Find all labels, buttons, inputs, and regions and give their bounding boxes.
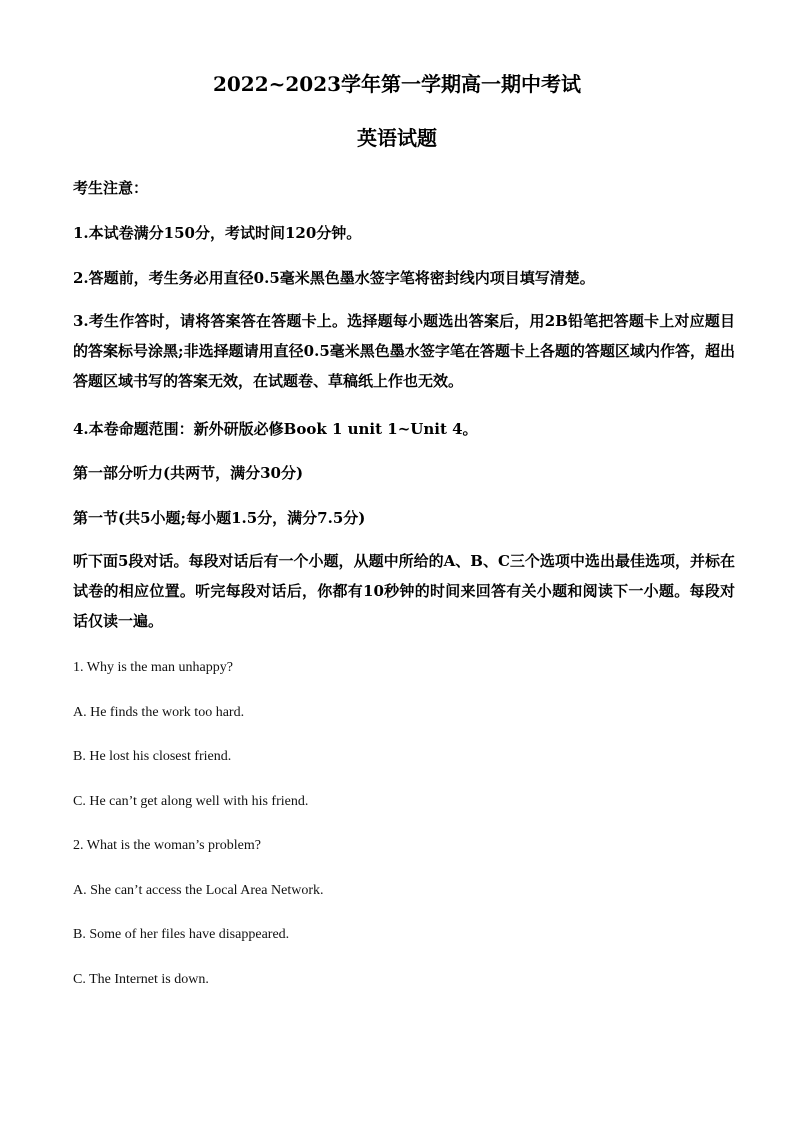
question-1-stem: 1. Why is the man unhappy? bbox=[73, 660, 233, 675]
exam-subject-title: 英语试题 bbox=[357, 126, 437, 150]
question-1-option-c: C. He can’t get along well with his friend. bbox=[73, 794, 309, 809]
part1-heading: 第一部分听力(共两节，满分30分) bbox=[73, 464, 304, 482]
exam-title: 2022~2023学年第一学期高一期中考试 bbox=[212, 72, 582, 96]
notice-item-4: 4.本卷命题范围：新外研版必修Book 1 unit 1~Unit 4。 bbox=[73, 420, 478, 438]
section1-instructions: 听下面5段对话。每段对话后有一个小题，从题中所给的A、B、C三个选项中选出最佳选项，并标在试卷的相应位置。听完每段对话后，你都有10秒钟的时间来回答有关小题和阅读下一小题。每段对话仅读一遍。 bbox=[73, 552, 735, 630]
question-2-stem: 2. What is the woman’s problem? bbox=[73, 838, 261, 853]
section1-heading: 第一节(共5小题;每小题1.5分，满分7.5分) bbox=[73, 509, 366, 527]
question-2-option-c: C. The Internet is down. bbox=[73, 972, 209, 987]
question-1-option-a: A. He finds the work too hard. bbox=[73, 705, 245, 720]
notice-item-1: 1.本试卷满分150分，考试时间120分钟。 bbox=[73, 224, 362, 242]
question-2-option-b: B. Some of her files have disappeared. bbox=[73, 927, 290, 942]
notice-item-3: 3.考生作答时，请将答案答在答题卡上。选择题每小题选出答案后，用2B铅笔把答题卡上对应题目的答案标号涂黑;非选择题请用直径0.5毫米黑色墨水签字笔在答题卡上各题的答题区域内作答，超出答题区域书写的答案无效，在试题卷、草稿纸上作也无效。 bbox=[73, 312, 735, 390]
question-1-option-b: B. He lost his closest friend. bbox=[73, 749, 232, 764]
question-2-option-a: A. She can’t access the Local Area Network. bbox=[73, 883, 324, 898]
notice-heading: 考生注意： bbox=[73, 179, 149, 197]
notice-item-2: 2.答题前，考生务必用直径0.5毫米黑色墨水签字笔将密封线内项目填写清楚。 bbox=[73, 269, 595, 287]
